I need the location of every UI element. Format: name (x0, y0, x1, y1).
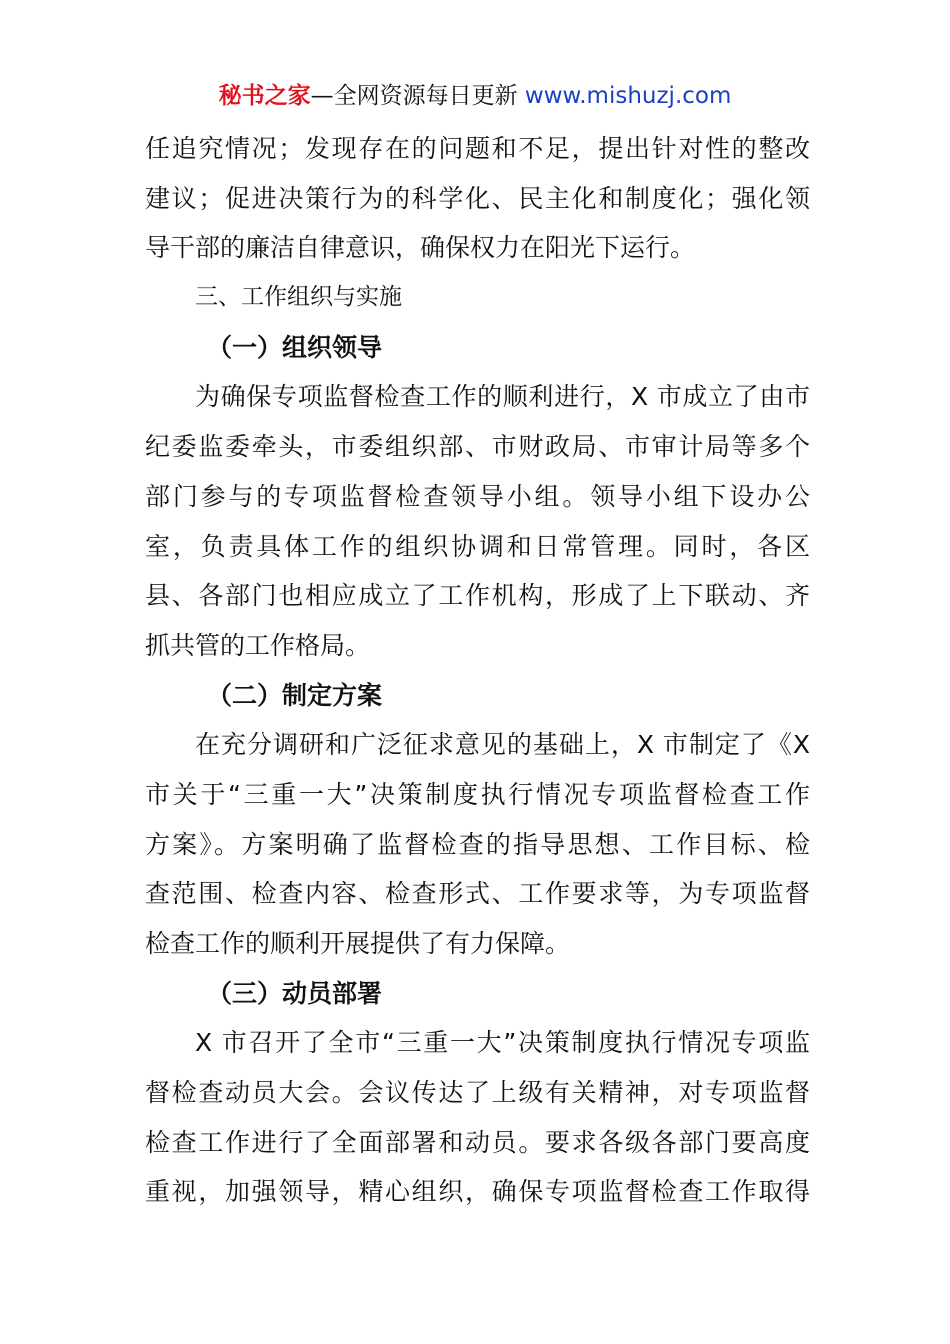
text-line: 市关于“三重一大”决策制度执行情况专项监督检查工作 (145, 779, 810, 809)
text-line: 抓共管的工作格局。 (145, 630, 371, 660)
text-line: X 市召开了全市“三重一大”决策制度执行情况专项监 (195, 1028, 810, 1058)
text-line: 纪委监委牵头，市委组织部、市财政局、市审计局等多个 (145, 432, 810, 462)
brand-name: 秘书之家 (218, 83, 311, 109)
text-line: 检查工作的顺利开展提供了有力保障。 (145, 929, 571, 958)
site-url[interactable]: www.mishuzj.com (524, 83, 732, 109)
text-line: 建议；促进决策行为的科学化、民主化和制度化；强化领 (145, 183, 810, 213)
text-line: 室，负责具体工作的组织协调和日常管理。同时，各区 (145, 531, 810, 561)
document-body (145, 124, 810, 1217)
text-line: 重视，加强领导，精心组织，确保专项监督检查工作取得 (145, 1177, 810, 1207)
text-line: 任追究情况；发现存在的问题和不足，提出针对性的整改 (145, 134, 810, 163)
text-line: 县、各部门也相应成立了工作机构，形成了上下联动、齐 (145, 581, 810, 611)
subsection-heading: （三）动员部署 (207, 978, 383, 1008)
text-line: 为确保专项监督检查工作的顺利进行，X 市成立了由市 (195, 382, 810, 412)
text-line: 方案》。方案明确了监督检查的指导思想、工作目标、检 (145, 829, 810, 859)
header-tagline: —全网资源每日更新 (310, 83, 518, 109)
text-line: 部门参与的专项监督检查领导小组。领导小组下设办公 (145, 481, 810, 511)
site-header (0, 80, 950, 112)
text-line: 导干部的廉洁自律意识，确保权力在阳光下运行。 (145, 233, 696, 263)
text-line: 检查工作进行了全面部署和动员。要求各级各部门要高度 (145, 1127, 810, 1157)
subsection-heading: （一）组织领导 (207, 332, 383, 362)
text-line: 查范围、检查内容、检查形式、工作要求等，为专项监督 (145, 879, 810, 909)
text-line: 督检查动员大会。会议传达了上级有关精神，对专项监督 (145, 1078, 810, 1108)
subsection-heading: （二）制定方案 (207, 680, 383, 710)
section-heading: 三、工作组织与实施 (195, 284, 402, 311)
text-line: 在充分调研和广泛征求意见的基础上，X 市制定了《X (195, 730, 810, 760)
